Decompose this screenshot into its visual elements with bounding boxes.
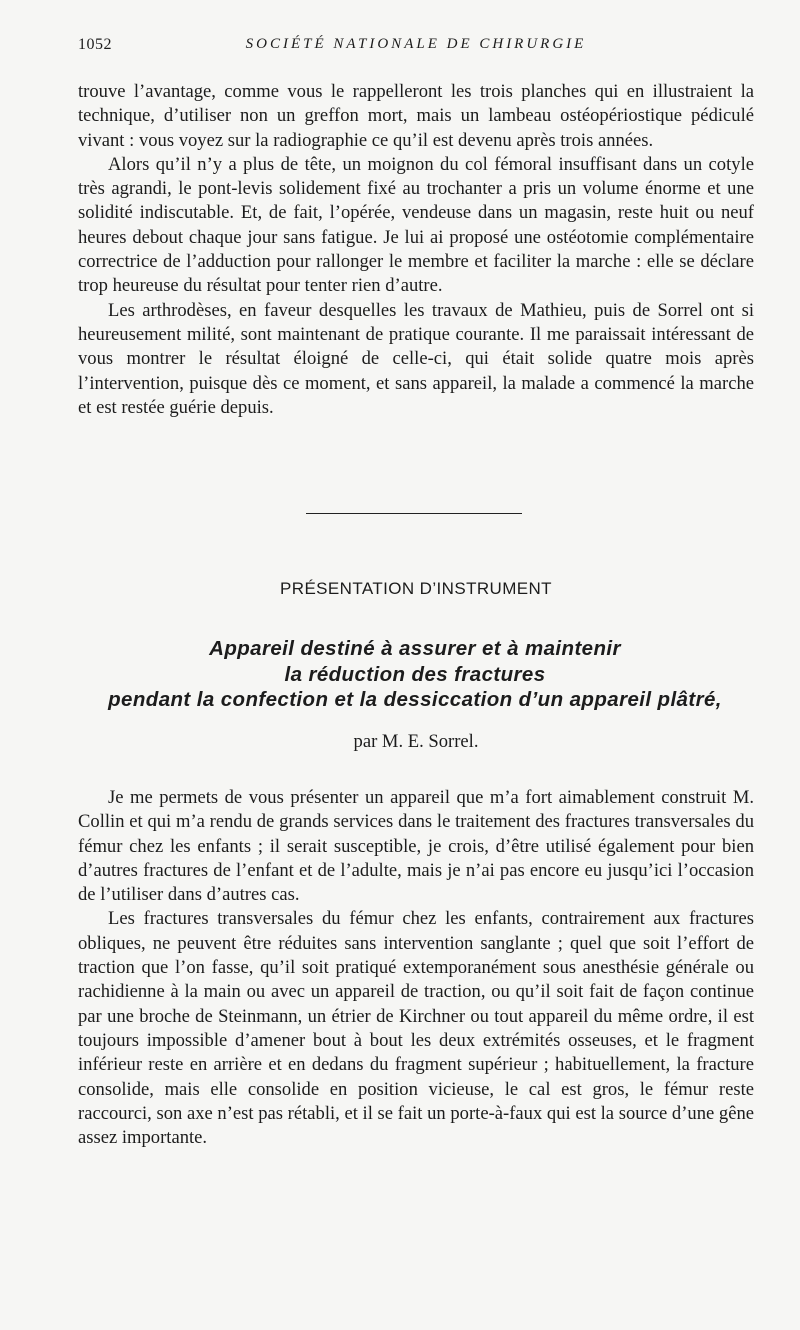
running-head [78,36,754,60]
paragraph: Les fractures transversales du fémur chez les enfants, contrairement aux fractures obliques, ne peuvent être réduites sans intervention sanglante ; quel que soit l’effort de traction que l’on fasse, qu’il soit pratiqué extemporanément sous anesthésie générale ou rachidienne à la main ou avec un appareil de traction, ou qu’il soit fait de façon continue par une broche de Steinmann, un étrier de Kirchner ou tout appareil du même ordre, il est toujours impossible d’amener bout à bout les deux extrémités osseuses, et le fragment inférieur reste en arrière et en dedans du fragment supérieur ; habituellement, la fracture consolide, mais elle consolide en position vicieuse, le cal est gros, le fémur reste raccourci, son axe n’est pas rétabli, et il se fait un porte-à-faux qui est la source d’une gêne assez importante. [78,908,754,1149]
paragraph: trouve l’avantage, comme vous le rappelleront les trois planches qui en illustraient la technique, d’utiliser non un greffon mort, mais un lambeau ostéopériostique pédiculé vivant : vous voyez sur la radiographie ce qu’il est devenu après trois années. [78,81,754,151]
author-byline: par M. E. Sorrel. [353,731,479,752]
paragraph: Les arthrodèses, en faveur desquelles les travaux de Mathieu, puis de Sorrel ont si heureusement milité, sont maintenant de pratique courante. Il me paraissait intéressant de vous montrer le résultat éloigné de celle-ci, qui était solide quatre mois après l’intervention, puisque dès ce moment, et sans appareil, la malade a commencé la marche et est restée guérie depuis. [78,299,754,418]
page-number: 1052 [78,36,112,53]
article-title-line: la réduction des fractures [284,662,546,686]
article-title-line: pendant la confection et la dessiccation d’un appareil plâtré, [108,688,722,711]
previous-article-text [78,80,754,420]
paragraph: Alors qu’il n’y a plus de tête, un moignon du col fémoral insuffisant dans un cotyle très agrandi, le pont-levis solidement fixé au trochanter a pris un volume énorme et une solidité indiscutable. Et, de fait, l’opérée, vendeuse dans un magasin, reste huit ou neuf heures debout chaque jour sans fatigue. Je lui ai proposé une ostéotomie complémentaire correctrice de l’adduction pour rallonger le membre et faciliter la marche : elle se déclare trop heureuse du résultat pour tenter rien d’autre. [78,153,754,297]
section-heading: PRÉSENTATION D’INSTRUMENT [280,579,552,598]
article-body [78,786,754,1150]
journal-title: SOCIÉTÉ NATIONALE DE CHIRURGIE [245,36,587,52]
article-title [60,636,770,713]
paragraph: Je me permets de vous présenter un appareil que m’a fort aimablement construit M. Collin et qui m’a rendu de grands services dans le traitement des fractures transversales du fémur chez les enfants ; il serait susceptible, je crois, d’être utilisé également pour bien d’autres fractures de l’enfant et de l’adulte, mais je n’ai pas encore eu jusqu’ici l’occasion de l’utiliser dans d’autres cas. [78,787,754,906]
section-divider [306,513,522,514]
article-title-line: Appareil destiné à assurer et à maintenir [209,637,621,660]
